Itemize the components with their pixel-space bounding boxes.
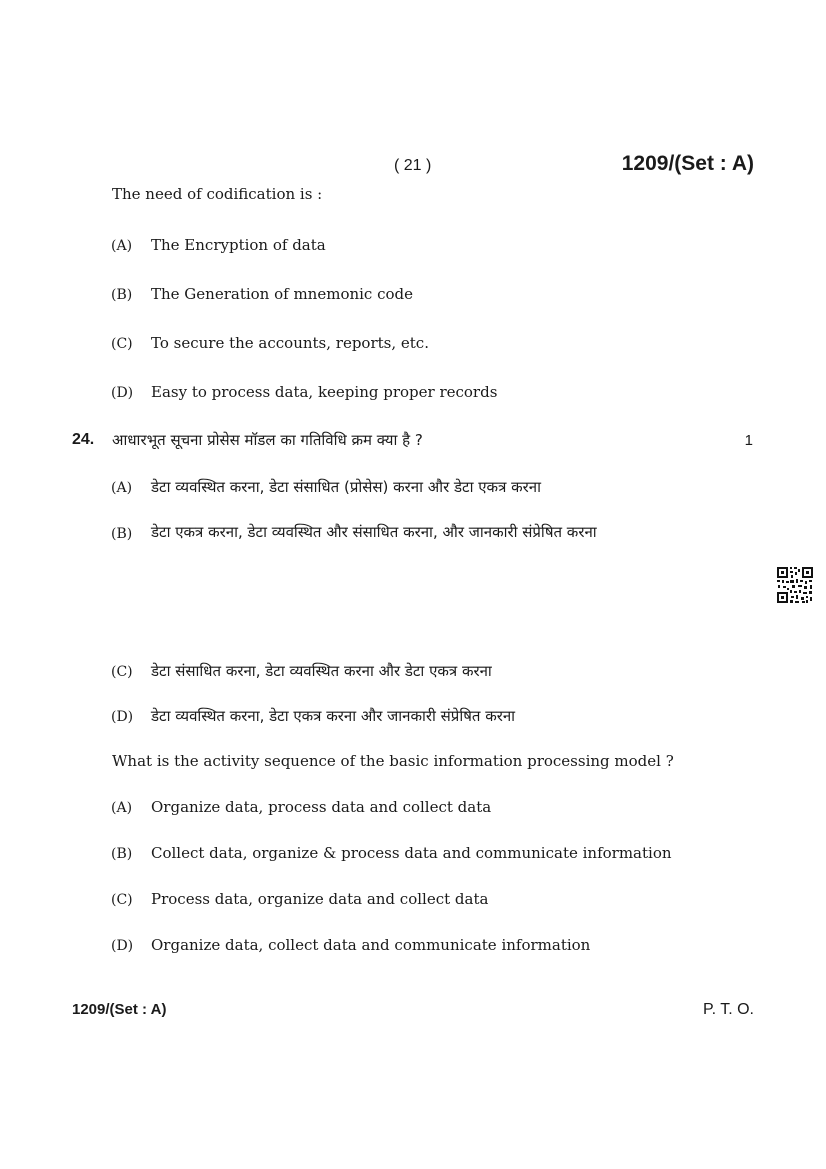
q24-number: 24. <box>72 431 95 448</box>
q24-hindi-option-d-letter: (D) <box>111 709 134 725</box>
q24-english-option-a-letter: (A) <box>111 800 133 816</box>
q23-option-a-text: The Encryption of data <box>151 236 326 254</box>
q24-english-option-b-text: Collect data, organize & process data and communicate information <box>151 844 672 862</box>
q23-option-b-text: The Generation of mnemonic code <box>151 285 414 303</box>
q24-hindi-stem: आधारभूत सूचना प्रोसेस मॉडल का गतिविधि क्रम क्या है ? <box>112 431 423 449</box>
q23-option-c-text: To secure the accounts, reports, etc. <box>151 334 429 352</box>
q24-english-stem: What is the activity sequence of the basic information processing model ? <box>112 752 674 770</box>
q24-hindi-option-b-text: डेटा एकत्र करना, डेटा व्यवस्थित और संसाधित करना, और जानकारी संप्रेषित करना <box>151 523 597 541</box>
q24-english-option-d-text: Organize data, collect data and communicate information <box>151 936 591 954</box>
q23-option-d-letter: (D) <box>111 385 134 401</box>
q23-option-d-text: Easy to process data, keeping proper records <box>151 383 498 401</box>
q24-hindi-option-d-text: डेटा व्यवस्थित करना, डेटा एकत्र करना और जानकारी संप्रेषित करना <box>151 707 516 725</box>
q24-hindi-option-a-text: डेटा व्यवस्थित करना, डेटा संसाधित (प्रोसेस) करना और डेटा एकत्र करना <box>151 478 541 496</box>
q24-marks: 1 <box>744 432 753 449</box>
page-number: ( 21 ) <box>394 157 432 174</box>
q23-option-b-letter: (B) <box>111 287 133 303</box>
q23-option-c-letter: (C) <box>111 336 133 352</box>
q24-hindi-option-c-text: डेटा संसाधित करना, डेटा व्यवस्थित करना और डेटा एकत्र करना <box>151 662 492 680</box>
q23-option-a-letter: (A) <box>111 238 133 254</box>
set-code-footer: 1209/(Set : A) <box>72 1001 167 1018</box>
q24-hindi-option-a-letter: (A) <box>111 480 133 496</box>
set-code-header: 1209/(Set : A) <box>621 152 754 175</box>
q24-english-option-b-letter: (B) <box>111 846 133 862</box>
qr-code-icon <box>776 566 814 604</box>
q24-hindi-option-b-letter: (B) <box>111 526 133 542</box>
q24-english-option-c-text: Process data, organize data and collect data <box>151 890 489 908</box>
q24-hindi-option-c-letter: (C) <box>111 664 133 680</box>
q24-english-option-d-letter: (D) <box>111 938 134 954</box>
q24-english-option-c-letter: (C) <box>111 892 133 908</box>
q23-english-stem: The need of codification is : <box>112 185 323 203</box>
please-turn-over: P. T. O. <box>703 1001 754 1018</box>
q24-english-option-a-text: Organize data, process data and collect data <box>151 798 492 816</box>
